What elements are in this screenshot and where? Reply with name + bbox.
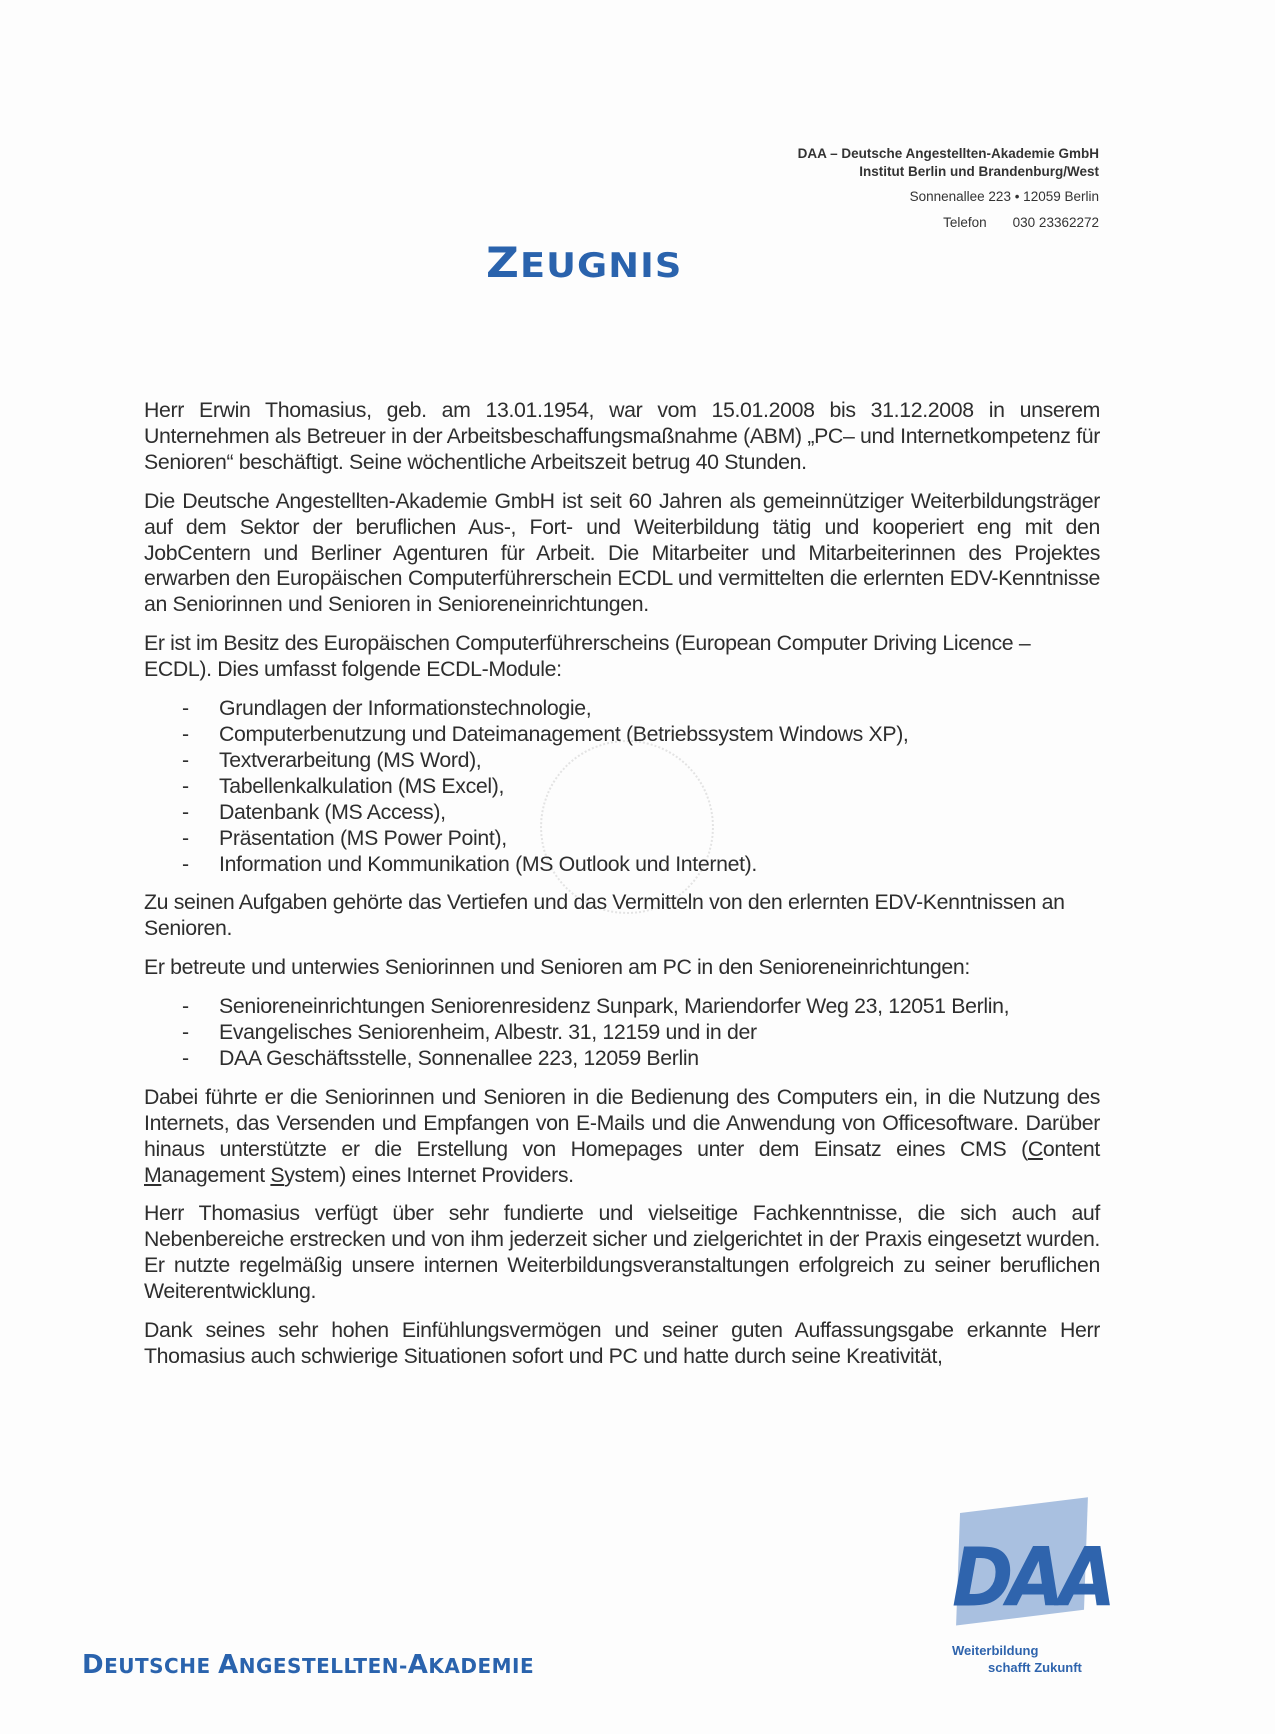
list-item bbox=[144, 852, 1100, 878]
logo-slogan-line2: schafft Zukunft bbox=[988, 1660, 1082, 1675]
footer-organization-name bbox=[82, 1650, 534, 1680]
dash-bullet-icon: - bbox=[182, 851, 189, 876]
paragraph-ecdl: Er ist im Besitz des Europäischen Computerführerscheins (European Computer Driving Licence – ECDL). Dies umfasst folgende ECDL-Module: bbox=[144, 631, 1031, 682]
list-item-text: Textverarbeitung (MS Word), bbox=[219, 747, 482, 772]
dash-bullet-icon: - bbox=[182, 696, 189, 721]
list-item bbox=[144, 800, 1100, 826]
text-segment: A bbox=[407, 1650, 429, 1680]
dash-bullet-icon: - bbox=[182, 825, 189, 850]
underlined-letter: S bbox=[270, 1162, 285, 1187]
letterhead-organization: DAA – Deutsche Angestellten-Akademie GmbH bbox=[797, 146, 1099, 161]
list-item bbox=[144, 1046, 1100, 1072]
logo-slogan-line1: Weiterbildung bbox=[952, 1643, 1039, 1658]
text-segment: anagement bbox=[161, 1162, 271, 1187]
ecdl-module-list bbox=[144, 696, 1100, 877]
phone-label: Telefon bbox=[943, 214, 987, 230]
list-item-text: Tabellenkalkulation (MS Excel), bbox=[219, 773, 505, 798]
text-segment: KADEMIE bbox=[428, 1654, 535, 1678]
dash-bullet-icon: - bbox=[182, 773, 189, 798]
text-segment: Dabei führte er die Seniorinnen und Senioren in die Bedienung des Computers ein, in die Nutzung des Internets, das Versenden und Empfangen von E-Mails und die Anwendung von Officesoftware. Darüber hinaus unterstützte er die Erstellung von Homepages unter dem Einsatz eines CMS ( bbox=[144, 1084, 1100, 1161]
list-item-text: DAA Geschäftsstelle, Sonnenallee 223, 12059 Berlin bbox=[219, 1045, 699, 1070]
letterhead bbox=[798, 147, 1099, 229]
phone-number: 030 23362272 bbox=[1012, 214, 1099, 230]
dash-bullet-icon: - bbox=[182, 1020, 189, 1045]
paragraph-activities bbox=[144, 1085, 1100, 1189]
logo-wordmark: DAA bbox=[952, 1530, 1110, 1626]
dash-bullet-icon: - bbox=[182, 721, 189, 746]
list-item-text: Grundlagen der Informationstechnologie, bbox=[219, 696, 592, 721]
text-segment: A bbox=[218, 1650, 239, 1680]
letterhead-phone bbox=[798, 216, 1099, 230]
list-item bbox=[144, 774, 1100, 800]
list-item bbox=[144, 826, 1100, 852]
list-item-text: Datenbank (MS Access), bbox=[219, 799, 446, 824]
list-item-text: Information und Kommunikation (MS Outlook und Internet). bbox=[219, 851, 757, 876]
text-segment: D bbox=[82, 1650, 105, 1680]
document-title bbox=[486, 238, 682, 287]
facility-list bbox=[144, 994, 1100, 1072]
list-item bbox=[144, 722, 1100, 748]
list-item bbox=[144, 1020, 1100, 1046]
list-item bbox=[144, 748, 1100, 774]
list-item-text: Evangelisches Seniorenheim, Albestr. 31, 12159 und in der bbox=[219, 1020, 757, 1045]
list-item bbox=[144, 696, 1100, 722]
underlined-letter: M bbox=[144, 1162, 162, 1187]
text-segment: NGESTELLTEN- bbox=[238, 1654, 408, 1678]
daa-logo bbox=[950, 1495, 1120, 1680]
dash-bullet-icon: - bbox=[182, 1045, 189, 1070]
title-initial: Z bbox=[486, 238, 520, 287]
list-item bbox=[144, 994, 1100, 1020]
list-item-text: Präsentation (MS Power Point), bbox=[219, 825, 507, 850]
paragraph-employment: Herr Erwin Thomasius, geb. am 13.01.1954, war vom 15.01.2008 bis 31.12.2008 in unserem Unternehmen als Betreuer in der Arbeitsbeschaffungsmaßnahme (ABM) „PC– und Internetkompetenz für Senioren“ beschäftigt. Seine wöchentliche Arbeitszeit betrug 40 Stunden. bbox=[144, 398, 1100, 474]
letterhead-address: Sonnenallee 223 • 12059 Berlin bbox=[909, 189, 1099, 204]
dash-bullet-icon: - bbox=[182, 747, 189, 772]
paragraph-facilities-intro: Er betreute und unterwies Seniorinnen und Senioren am PC in den Senioreneinrichtungen: bbox=[144, 955, 970, 980]
list-item-text: Computerbenutzung und Dateimanagement (Betriebssystem Windows XP), bbox=[219, 721, 909, 746]
title-rest: EUGNIS bbox=[519, 246, 683, 286]
list-item-text: Senioreneinrichtungen Seniorenresidenz Sunpark, Mariendorfer Weg 23, 12051 Berlin, bbox=[219, 994, 1010, 1019]
dash-bullet-icon: - bbox=[182, 994, 189, 1019]
underlined-letter: C bbox=[1027, 1136, 1043, 1161]
dash-bullet-icon: - bbox=[182, 799, 189, 824]
text-segment: EUTSCHE bbox=[104, 1654, 219, 1678]
paragraph-tasks: Zu seinen Aufgaben gehörte das Vertiefen und das Vermitteln von den erlernten EDV-Kenntnissen an Senioren. bbox=[144, 890, 1065, 941]
certificate-body bbox=[144, 398, 1100, 1383]
paragraph-company: Die Deutsche Angestellten-Akademie GmbH ist seit 60 Jahren als gemeinnütziger Weiterbildungsträger auf dem Sektor der beruflichen Aus-, Fort- und Weiterbildung tätig und kooperiert eng mit den JobCentern und Berliner Agenturen für Arbeit. Die Mitarbeiter und Mitarbeiterinnen des Projektes erwarben den Europäischen Computerführerschein ECDL und vermittelten die erlernten EDV-Kenntnisse an Seniorinnen und Senioren in Senioreneinrichtungen. bbox=[144, 488, 1100, 617]
paragraph-expertise: Herr Thomasius verfügt über sehr fundierte und vielseitige Fachkenntnisse, die sich auch auf Nebenbereiche erstrecken und von ihm jederzeit sicher und zielgerichtet in der Praxis eingesetzt wurden. Er nutzte regelmäßig unsere internen Weiterbildungsveranstaltungen erfolgreich zu seiner beruflichen Weiterentwicklung. bbox=[144, 1201, 1100, 1304]
text-segment: ontent bbox=[1042, 1136, 1100, 1161]
letterhead-institute: Institut Berlin und Brandenburg/West bbox=[859, 163, 1099, 179]
text-segment: ystem) eines Internet Providers. bbox=[284, 1162, 574, 1187]
paragraph-empathy: Dank seines sehr hohen Einfühlungsvermögen und seiner guten Auffassungsgabe erkannte Herr Thomasius auch schwierige Situationen sofort und PC und hatte durch seine Kreativität, bbox=[144, 1318, 1100, 1368]
